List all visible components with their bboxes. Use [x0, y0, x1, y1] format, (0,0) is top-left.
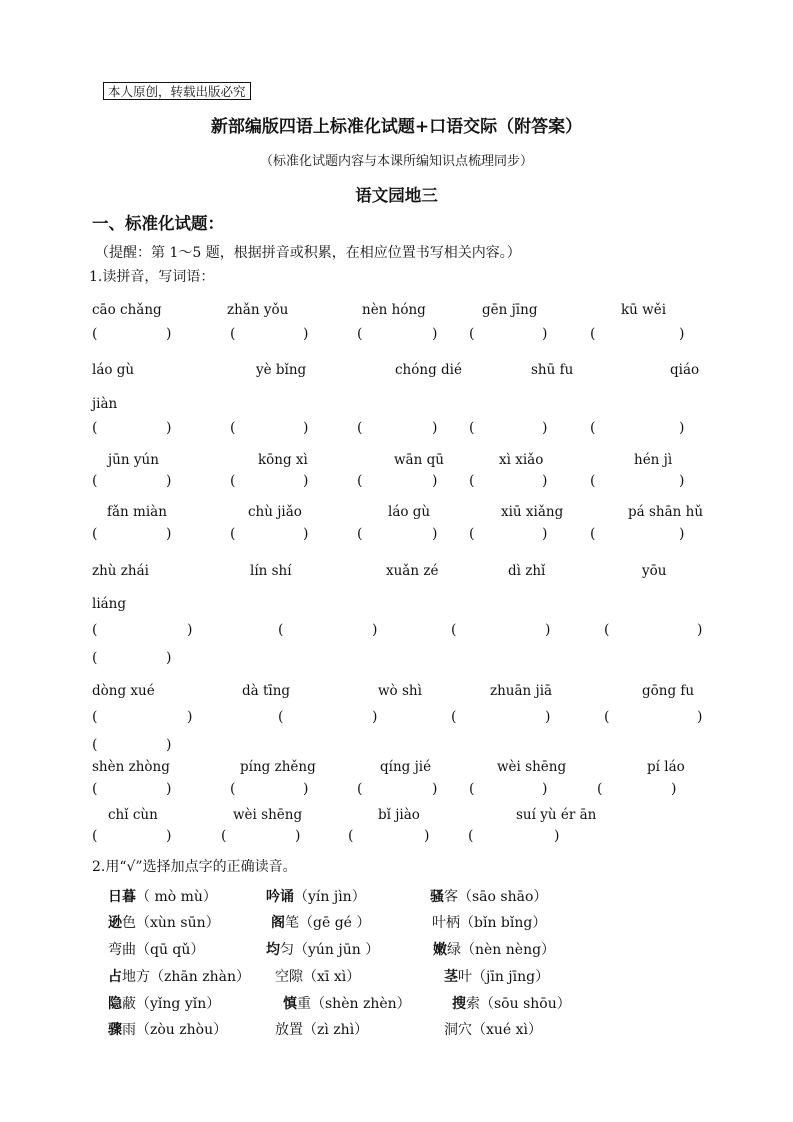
answer-blank-open[interactable]: ( — [590, 526, 596, 542]
answer-blank-open[interactable]: ( — [590, 420, 596, 436]
answer-blank-open[interactable]: ( — [92, 650, 98, 666]
question-1-title: 1.读拼音，写词语： — [89, 269, 215, 285]
answer-blank-close: ) — [166, 781, 172, 797]
answer-blank-close: ) — [679, 326, 685, 342]
pinyin-prompt: zhuān jiā — [490, 683, 553, 699]
option-text: 叶（jīn jīng） — [458, 969, 550, 985]
answer-blank-close: ) — [372, 709, 378, 725]
answer-blank-open[interactable]: ( — [357, 781, 363, 797]
answer-blank-close: ) — [166, 473, 172, 489]
answer-blank-open[interactable]: ( — [230, 326, 236, 342]
answer-blank-close: ) — [679, 526, 685, 542]
pronunciation-option[interactable] — [275, 1019, 368, 1039]
option-text: 地方（zhān zhàn） — [122, 969, 250, 985]
option-text: 放置（zì zhì） — [275, 1022, 369, 1038]
pinyin-prompt: dà tīng — [242, 683, 291, 699]
answer-blank-close: ) — [697, 709, 703, 725]
answer-blank-close: ) — [166, 828, 172, 844]
answer-blank-open[interactable]: ( — [469, 326, 475, 342]
option-text: 叶柄（bǐn bǐng） — [432, 915, 547, 931]
dotted-character: 搜 — [452, 996, 466, 1012]
pronunciation-option[interactable] — [266, 939, 379, 959]
answer-blank-close: ) — [542, 781, 548, 797]
dotted-character: 吟诵 — [266, 889, 294, 905]
pronunciation-option[interactable] — [430, 886, 547, 906]
pronunciation-option[interactable] — [271, 912, 370, 932]
pinyin-prompt: hén jì — [634, 452, 673, 468]
instruction-tip: （提醒：第 1～5 题，根据拼音或积累，在相应位置书写相关内容。） — [95, 245, 521, 261]
pinyin-prompt: kū wěi — [621, 302, 667, 318]
pronunciation-option[interactable] — [266, 886, 366, 906]
pinyin-prompt: gōng fu — [642, 683, 695, 699]
dotted-character: 骤 — [108, 1022, 122, 1038]
answer-blank-close: ) — [187, 622, 193, 638]
answer-blank-open[interactable]: ( — [92, 709, 98, 725]
answer-blank-close: ) — [295, 828, 301, 844]
answer-blank-open[interactable]: ( — [92, 737, 98, 753]
answer-blank-open[interactable]: ( — [278, 709, 284, 725]
answer-blank-close: ) — [432, 781, 438, 797]
option-text: （yín jìn） — [294, 889, 366, 905]
pinyin-prompt: láo gù — [388, 504, 431, 520]
answer-blank-open[interactable]: ( — [92, 473, 98, 489]
answer-blank-close: ) — [166, 737, 172, 753]
answer-blank-open[interactable]: ( — [92, 526, 98, 542]
answer-blank-close: ) — [187, 709, 193, 725]
dotted-character: 阁 — [271, 915, 285, 931]
option-text: 客（sāo shāo） — [444, 889, 548, 905]
answer-blank-open[interactable]: ( — [451, 709, 457, 725]
answer-blank-open[interactable]: ( — [469, 781, 475, 797]
answer-blank-open[interactable]: ( — [469, 473, 475, 489]
pinyin-prompt: láo gù — [92, 362, 135, 378]
answer-blank-close: ) — [432, 420, 438, 436]
pronunciation-option[interactable] — [452, 993, 571, 1013]
answer-blank-open[interactable]: ( — [230, 526, 236, 542]
dotted-character: 茎 — [444, 969, 458, 985]
pronunciation-option[interactable] — [108, 939, 204, 959]
pinyin-prompt: pí láo — [647, 759, 685, 775]
pronunciation-option[interactable] — [275, 966, 360, 986]
pinyin-prompt: xì xiǎo — [499, 452, 544, 468]
pinyin-prompt: shū fu — [531, 362, 574, 378]
pronunciation-option[interactable] — [444, 1019, 542, 1039]
answer-blank-close: ) — [303, 781, 309, 797]
pinyin-prompt: suí yù ér ān — [516, 807, 597, 823]
answer-blank-open[interactable]: ( — [92, 326, 98, 342]
answer-blank-open[interactable]: ( — [357, 526, 363, 542]
option-text: （ mò mù） — [136, 889, 217, 905]
pronunciation-option[interactable] — [108, 1019, 227, 1039]
answer-blank-close: ) — [679, 420, 685, 436]
option-text: 重（shèn zhèn） — [297, 996, 411, 1012]
answer-blank-open[interactable]: ( — [357, 420, 363, 436]
option-text: 匀（yún jūn ） — [280, 942, 380, 958]
answer-blank-open[interactable]: ( — [92, 781, 98, 797]
pinyin-prompt: zhǎn yǒu — [227, 302, 289, 318]
pinyin-prompt: wèi shēng — [233, 807, 303, 823]
answer-blank-open[interactable]: ( — [221, 828, 227, 844]
pinyin-prompt: wèi shēng — [497, 759, 567, 775]
pronunciation-option[interactable] — [108, 993, 220, 1013]
pinyin-prompt: zhù zhái — [92, 563, 149, 579]
answer-blank-close: ) — [166, 326, 172, 342]
answer-blank-close: ) — [166, 650, 172, 666]
question-2-title: 2.用“√”选择加点字的正确读音。 — [92, 859, 297, 875]
answer-blank-open[interactable]: ( — [278, 622, 284, 638]
answer-blank-open[interactable]: ( — [92, 622, 98, 638]
answer-blank-open[interactable]: ( — [357, 326, 363, 342]
answer-blank-close: ) — [697, 622, 703, 638]
dotted-character: 嫩 — [433, 942, 447, 958]
answer-blank-close: ) — [303, 420, 309, 436]
option-text: 雨（zòu zhòu） — [122, 1022, 228, 1038]
pinyin-prompt: xiū xiǎng — [501, 504, 564, 520]
pinyin-prompt: chǐ cùn — [108, 807, 158, 823]
answer-blank-close: ) — [432, 473, 438, 489]
answer-blank-close: ) — [303, 473, 309, 489]
pinyin-prompt: chù jiǎo — [248, 504, 302, 520]
dotted-character: 逊 — [108, 915, 122, 931]
answer-blank-close: ) — [554, 828, 560, 844]
answer-blank-close: ) — [545, 622, 551, 638]
option-text: 蔽（yǐng yǐn） — [122, 996, 221, 1012]
answer-blank-close: ) — [166, 420, 172, 436]
pronunciation-option[interactable] — [432, 912, 546, 932]
answer-blank-close: ) — [424, 828, 430, 844]
answer-blank-open[interactable]: ( — [590, 473, 596, 489]
answer-blank-open[interactable]: ( — [348, 828, 354, 844]
pinyin-prompt: pá shān hǔ — [628, 504, 704, 520]
pinyin-prompt: dì zhǐ — [508, 563, 546, 579]
pinyin-prompt: shèn zhòng — [92, 759, 170, 775]
pronunciation-option[interactable] — [108, 912, 220, 932]
answer-blank-open[interactable]: ( — [468, 828, 474, 844]
dotted-character: 慎 — [283, 996, 297, 1012]
pinyin-prompt: cāo chǎng — [92, 302, 162, 318]
pinyin-prompt: bǐ jiào — [378, 807, 420, 823]
answer-blank-open[interactable]: ( — [230, 781, 236, 797]
answer-blank-close: ) — [679, 473, 685, 489]
pinyin-prompt: wān qū — [394, 452, 444, 468]
pronunciation-option[interactable] — [108, 966, 250, 986]
option-text: 空隙（xī xì） — [275, 969, 361, 985]
pinyin-prompt: píng zhěng — [240, 759, 316, 775]
answer-blank-close: ) — [432, 326, 438, 342]
answer-blank-close: ) — [303, 526, 309, 542]
answer-blank-close: ) — [542, 420, 548, 436]
option-text: 笔（gē gé ） — [285, 915, 371, 931]
answer-blank-open[interactable]: ( — [469, 526, 475, 542]
answer-blank-open[interactable]: ( — [230, 473, 236, 489]
section-title: 一、标准化试题： — [92, 214, 224, 233]
pinyin-prompt: jūn yún — [108, 452, 159, 468]
dotted-character: 骚 — [430, 889, 444, 905]
pinyin-prompt: qiáo — [670, 362, 700, 378]
pinyin-prompt: yōu — [642, 563, 667, 579]
answer-blank-close: ) — [671, 781, 677, 797]
pinyin-prompt: jiàn — [92, 396, 118, 412]
pinyin-prompt: nèn hóng — [362, 302, 426, 318]
answer-blank-open[interactable]: ( — [604, 622, 610, 638]
option-text: 弯曲（qū qǔ） — [108, 942, 205, 958]
pinyin-prompt: chóng dié — [395, 362, 462, 378]
answer-blank-open[interactable]: ( — [451, 622, 457, 638]
answer-blank-open[interactable]: ( — [230, 420, 236, 436]
answer-blank-open[interactable]: ( — [469, 420, 475, 436]
answer-blank-open[interactable]: ( — [92, 828, 98, 844]
pronunciation-option[interactable] — [108, 886, 217, 906]
option-text: 色（xùn sūn） — [122, 915, 220, 931]
answer-blank-close: ) — [545, 709, 551, 725]
answer-blank-close: ) — [166, 526, 172, 542]
pinyin-prompt: dòng xué — [92, 683, 155, 699]
pinyin-prompt: liáng — [92, 596, 127, 612]
pronunciation-option[interactable] — [283, 993, 411, 1013]
option-text: 索（sōu shōu） — [466, 996, 571, 1012]
pinyin-prompt: gēn jīng — [482, 302, 538, 318]
dotted-character: 隐 — [108, 996, 122, 1012]
pinyin-prompt: qíng jié — [380, 759, 432, 775]
pronunciation-option[interactable] — [444, 966, 549, 986]
pronunciation-option[interactable] — [433, 939, 555, 959]
option-text: 绿（nèn nèng） — [447, 942, 556, 958]
answer-blank-close: ) — [372, 622, 378, 638]
pinyin-prompt: kōng xì — [258, 452, 308, 468]
page-subtitle: （标准化试题内容与本课所编知识点梳理同步） — [259, 154, 533, 169]
answer-blank-close: ) — [542, 326, 548, 342]
answer-blank-close: ) — [542, 473, 548, 489]
answer-blank-close: ) — [542, 526, 548, 542]
answer-blank-close: ) — [432, 526, 438, 542]
page-title: 新部编版四语上标准化试题+口语交际（附答案） — [210, 117, 583, 137]
answer-blank-open[interactable]: ( — [597, 781, 603, 797]
dotted-character: 占 — [108, 969, 122, 985]
pinyin-prompt: lín shí — [250, 563, 292, 579]
answer-blank-open[interactable]: ( — [604, 709, 610, 725]
answer-blank-open[interactable]: ( — [92, 420, 98, 436]
option-text: 洞穴（xué xì） — [444, 1022, 543, 1038]
pinyin-prompt: yè bǐng — [256, 362, 307, 378]
answer-blank-open[interactable]: ( — [590, 326, 596, 342]
answer-blank-close: ) — [303, 326, 309, 342]
pinyin-prompt: fǎn miàn — [107, 504, 167, 520]
dotted-character: 日暮 — [108, 889, 136, 905]
dotted-character: 均 — [266, 942, 280, 958]
pinyin-prompt: wò shì — [378, 683, 422, 699]
copyright-stamp: 本人原创，转载出版必究 — [103, 82, 251, 100]
answer-blank-open[interactable]: ( — [357, 473, 363, 489]
unit-title: 语文园地三 — [355, 186, 438, 205]
pinyin-prompt: xuǎn zé — [386, 563, 439, 579]
